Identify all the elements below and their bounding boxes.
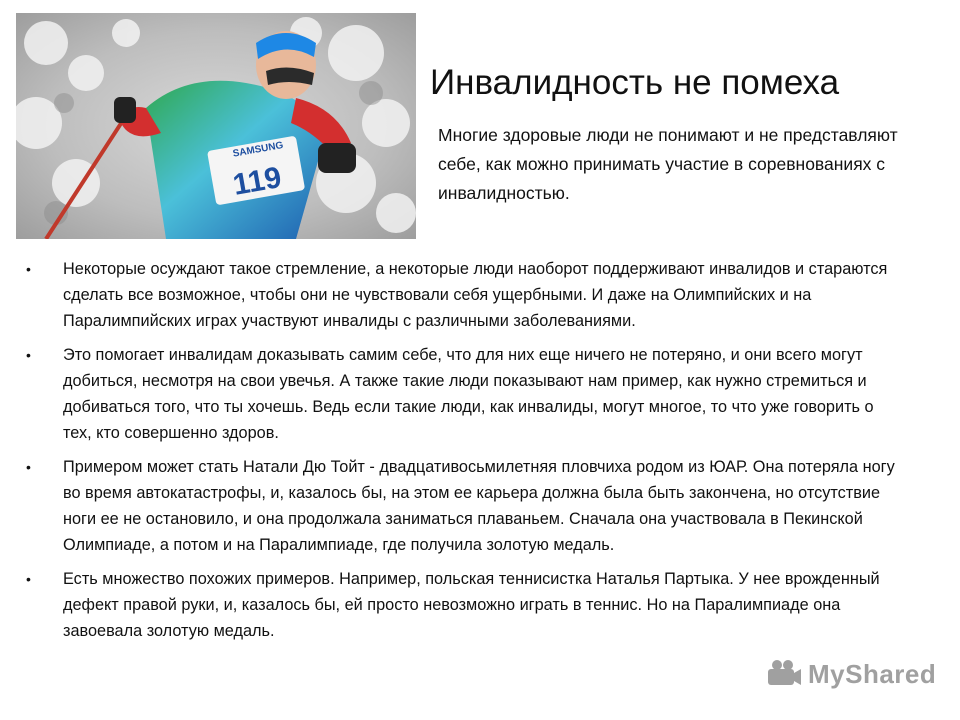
- bib-sponsor: SAMSUNG: [231, 139, 285, 160]
- list-item: [26, 256, 906, 334]
- bullet-icon: •: [26, 571, 31, 587]
- myshared-watermark: [766, 654, 936, 694]
- slide-subtitle: Многие здоровые люди не понимают и не представляют себе, как можно принимать участие в соревнованиях с инвалидностью.: [438, 125, 898, 203]
- list-item: [26, 342, 906, 446]
- projector-icon: [766, 659, 802, 689]
- list-item: [26, 566, 906, 644]
- bullet-text: Есть множество похожих примеров. Например, польская теннисистка Наталья Партыка. У нее врожденный дефект правой руки, и, казалось бы, ей просто невозможно играть в теннис. Но на Паралимпиаде она завоевала золотую медаль.: [63, 570, 880, 640]
- bullet-text: Некоторые осуждают такое стремление, а некоторые люди наоборот поддерживают инвалидов и стараются сделать все возможное, чтобы они не чувствовали себя ущербными. И даже на Олимпийских и на Паралимпийских играх участвуют инвалиды с различными заболеваниями.: [63, 260, 888, 330]
- skier-photo: [16, 13, 416, 239]
- bib-number: 119: [230, 161, 284, 202]
- bullet-icon: •: [26, 459, 31, 475]
- bullet-text: Это помогает инвалидам доказывать самим себе, что для них еще ничего не потеряно, и они всего могут добиться, несмотря на свои увечья. А также такие люди показывают нам пример, как нужно стремиться и добиваться того, что ты хочешь. Ведь если такие люди, как инвалиды, могут многое, то что уже говорить о тех, кто совершенно здоров.: [63, 346, 874, 442]
- bullet-icon: •: [26, 347, 31, 363]
- bullet-list: [26, 256, 906, 652]
- list-item: [26, 454, 906, 558]
- bullet-text: Примером может стать Натали Дю Тойт - двадцативосьмилетняя пловчиха родом из ЮАР. Она потеряла ногу во время автокатастрофы, и, казалось бы, на этом ее карьера должна была быть закончена, но отсутствие ноги ее не остановило, и она продолжала заниматься плаваньем. Сначала она участвовала в Пекинской Олимпиаде, а потом и на Паралимпиаде, где получила золотую медаль.: [63, 458, 895, 554]
- watermark-text: MyShared: [808, 658, 937, 689]
- slide-title: Инвалидность не помеха: [430, 63, 840, 102]
- bullet-icon: •: [26, 261, 31, 277]
